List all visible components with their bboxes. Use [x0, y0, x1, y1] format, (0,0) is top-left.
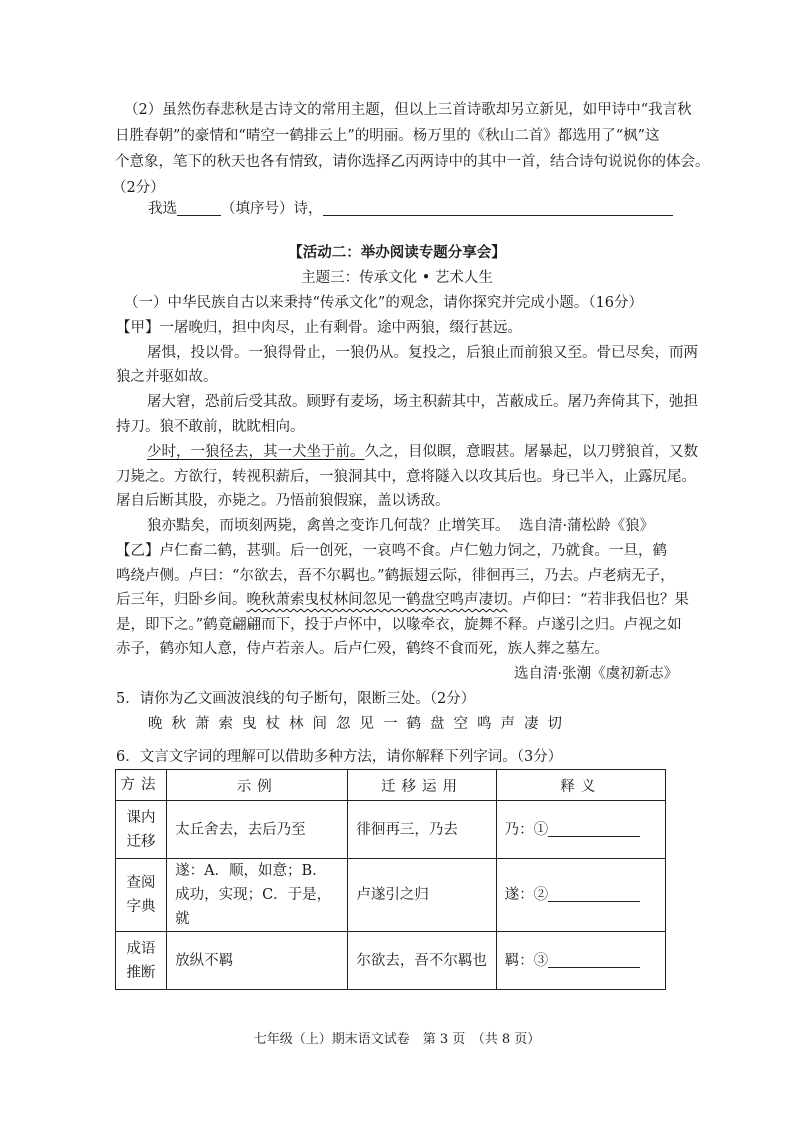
row-apply: 卢遂引之归 — [348, 859, 496, 932]
row-method: 查阅字典 — [116, 859, 167, 932]
answer-blank-3[interactable] — [548, 951, 640, 968]
q-prev-line1: （2）虽然伤春悲秋是古诗文的常用主题，但以上三首诗歌却另立新见，如甲诗中“我言秋 — [124, 102, 692, 118]
poem-number-blank[interactable] — [177, 199, 221, 216]
jia-p1: 【甲】一屠晚归，担中肉尽，止有剩骨。途中两狼，缀行甚远。 — [116, 320, 522, 336]
jia-underlined-sentence: 少时，一狼径去，其一犬坐于前。 — [147, 444, 365, 460]
yi-l3b: 。卢仰曰：“若非我侣也？果 — [507, 592, 689, 608]
q6-stem: 6．文言文字词的理解可以借助多种方法，请你解释下列字词。（3分） — [116, 749, 563, 765]
row-method: 课内迁移 — [116, 801, 167, 859]
jia-p4c: 屠自后断其股，亦毙之。乃悟前狼假寐，盖以诱敌。 — [116, 493, 450, 509]
row-method: 成语推断 — [116, 932, 167, 990]
jia-source: 选自清·蒲松龄《狼》 — [519, 518, 655, 534]
answer-mid: （填序号）诗， — [221, 201, 323, 217]
table-row — [116, 932, 666, 990]
row-example: 遂：A．顺，如意；B．成功，实现；C．于是，就 — [167, 859, 348, 932]
section-intro: （一）中华民族自古以来秉持“传承文化”的观念，请你探究并完成小题。（16分） — [124, 295, 644, 311]
header-method: 方法 — [116, 770, 167, 801]
row-answer-label: 遂：② — [504, 887, 549, 903]
yi-l4: 是，即下之。”鹤竟翩翩而下，投于卢怀中，以喙牵衣，旋舞不释。卢遂引之归。卢视之如 — [116, 617, 682, 633]
yi-wavy-sentence: 晚秋萧索曳杖林间忽见一鹤盘空鸣声凄切 — [246, 592, 508, 608]
row-answer-label: 羁：③ — [504, 952, 549, 969]
header-apply: 迁移运用 — [348, 770, 496, 801]
jia-p2b: 狼之并驱如故。 — [116, 369, 218, 385]
row-answer-cell — [496, 801, 665, 859]
header-example: 示例 — [167, 770, 348, 801]
row-answer-cell — [496, 932, 665, 990]
yi-l3a: 后三年，归卧乡间。 — [116, 592, 247, 608]
page-footer: 七年级（上）期末语文试卷 第 3 页 （共 8 页） — [253, 1032, 541, 1047]
jia-p2a: 屠惧，投以骨。一狼得骨止，一狼仍从。复投之，后狼止而前狼又至。骨已尽矣，而两 — [147, 345, 698, 361]
jia-p4a — [147, 439, 698, 465]
table-row — [116, 859, 666, 932]
theme-title: 主题三：传承文化 • 艺术人生 — [301, 270, 493, 286]
jia-p3b: 持刀。狼不敢前，眈眈相向。 — [116, 419, 305, 435]
jia-p4a-rest: 久之，目似瞑，意暇甚。屠暴起，以刀劈狼首，又数 — [364, 444, 698, 460]
table-row — [116, 801, 666, 859]
answer-prefix: 我选 — [148, 201, 177, 217]
yi-source: 选自清·张潮《虞初新志》 — [514, 666, 679, 682]
answer-blank-2[interactable] — [548, 885, 640, 902]
row-example: 太丘舍去，去后乃至 — [167, 801, 348, 859]
yi-l2: 鸣绕卢侧。卢曰：“尔欲去，吾不尔羁也。”鹤振翅云际，徘徊再三，乃去。卢老病无子， — [116, 568, 675, 584]
q5-sentence[interactable]: 晚秋萧索曳杖林间忽见一鹤盘空鸣声凄切 — [148, 716, 571, 732]
jia-p3a: 屠大窘，恐前后受其敌。顾野有麦场，场主积薪其中，苫蔽成丘。屠乃奔倚其下，弛担 — [147, 394, 698, 410]
yi-l3 — [116, 587, 689, 613]
header-answer: 释义 — [496, 770, 665, 801]
q-prev-line2: 日胜春朝”的豪情和“晴空一鹤排云上”的明丽。杨万里的《秋山二首》都选用了“枫”这 — [115, 128, 660, 144]
row-answer-cell — [496, 859, 665, 932]
row-answer-label: 乃：① — [504, 821, 549, 838]
answer-blank[interactable] — [323, 199, 673, 216]
row-apply: 尔欲去，吾不尔羁也 — [348, 932, 496, 990]
q-prev-line4: （2分） — [112, 180, 165, 196]
yi-l5: 赤子，鹤亦知人意，侍卢若亲人。后卢仁殁，鹤终不食而死，族人葬之墓左。 — [116, 641, 609, 657]
q-prev-answer-line — [148, 196, 673, 222]
answer-blank-1[interactable] — [548, 820, 640, 837]
row-example: 放纵不羁 — [167, 932, 348, 990]
yi-l1: 【乙】卢仁畜二鹤，甚驯。后一创死，一哀鸣不食。卢仁勉力饲之，乃就食。一旦，鹤 — [116, 543, 667, 559]
activity-title: 【活动二：举办阅读专题分享会】 — [288, 244, 506, 261]
q5-stem: 5．请你为乙文画波浪线的句子断句，限断三处。（2分） — [116, 691, 476, 707]
jia-p5: 狼亦黠矣，而顷刻两毙，禽兽之变诈几何哉？止增笑耳。 — [147, 518, 510, 534]
row-apply: 徘徊再三，乃去 — [348, 801, 496, 859]
q-prev-line3: 个意象，笔下的秋天也各有情致，请你选择乙丙两诗中的其中一首，结合诗句说说你的体会。 — [115, 154, 710, 170]
jia-p4b: 刀毙之。方欲行，转视积薪后，一狼洞其中，意将隧入以攻其后也。身已半入，止露尻尾。 — [116, 469, 696, 485]
q6-table — [115, 769, 666, 990]
table-header-row — [116, 770, 666, 801]
